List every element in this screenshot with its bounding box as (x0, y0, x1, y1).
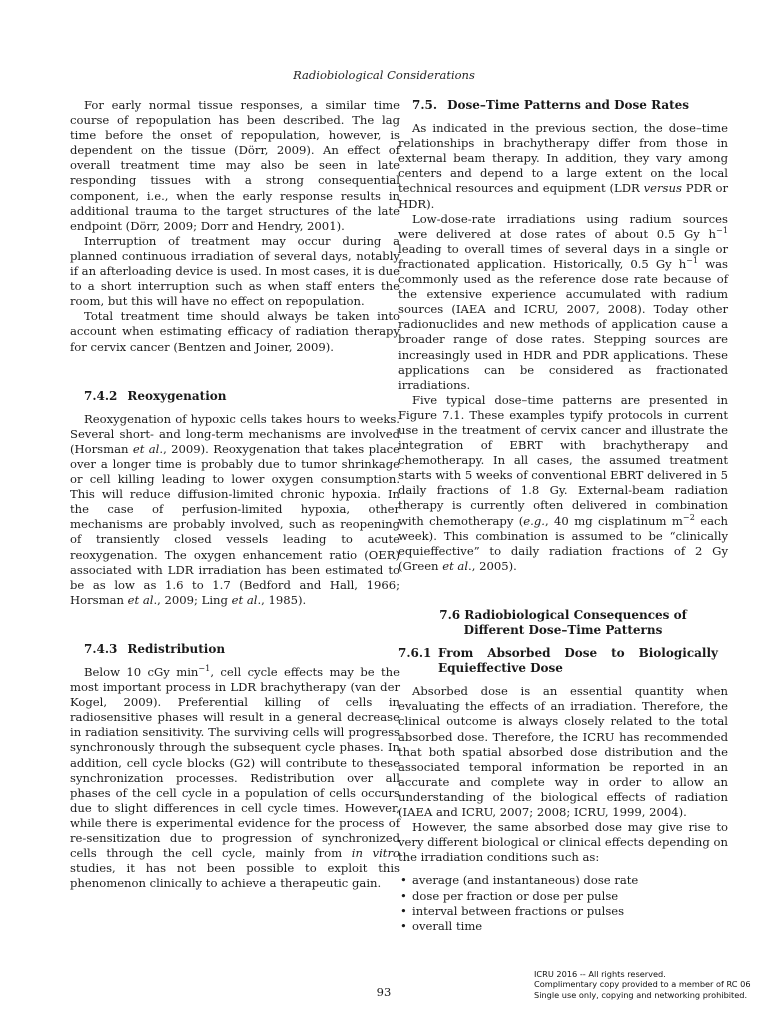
paragraph-text: However, the same absorbed dose may give rise to very different biological or clinical effects depending on the irradiation conditions such as: (398, 820, 728, 865)
section-title-line: 7.6 Radiobiological Consequences of (439, 607, 687, 622)
paragraph-text: Total treatment time should always be taken into account when estimating efficacy of radiation therapy for cervix cancer (Bentzen and Joiner, 2009). (70, 309, 400, 354)
copyright-notice (534, 969, 764, 1000)
paragraph-text: Interruption of treatment may occur during a planned continuous irradiation of several days, notably if an afterloading device is used. In most cases, it is due to a short interruption such as when staff enters the room, but this will have no effect on repopulation. (70, 233, 400, 309)
section-title: From Absorbed Dose to Biologically Equieffective Dose (438, 646, 718, 676)
section-heading-7-4-3 (70, 642, 400, 657)
paragraph-text: Reoxygenation of hypoxic cells takes hours to weeks. Several short- and long-term mechanisms are involved (Horsman (70, 411, 400, 456)
paragraph-text: studies, it has not been possible to exploit this phenomenon clinically to achieve a therapeutic gain. (70, 861, 400, 891)
italic-text: et al (127, 592, 154, 607)
italic-text: et al (132, 441, 160, 456)
section-title: Reoxygenation (127, 388, 227, 403)
paragraph-text: each week). This combination is assumed to be “clinically equieffective” to daily radiation fractions of 2 Gy (Green (398, 513, 729, 573)
section-number: 7.5. (412, 98, 438, 112)
superscript: −1 (716, 224, 728, 235)
italic-text: versus (643, 181, 682, 196)
list-item: • average (and instantaneous) dose rate (398, 873, 728, 888)
superscript: −1 (198, 663, 211, 674)
left-column (70, 98, 400, 891)
italic-text: et al (231, 592, 258, 607)
paragraph-text: ., 2005). (468, 558, 517, 573)
paragraph (398, 393, 728, 574)
paragraph (398, 684, 728, 820)
paragraph-text: ., 2009). Reoxygenation that takes place over a longer time is probably due to tumor shrinkage or cell killing leading to lower oxygen consumption. This will reduce diffusion-limited chronic hypoxia. In the case of perfusion-limited hypoxia, other mechanisms are probably involved, such as reopening of transiently closed vessels leading to acute reoxygenation. The oxygen enhancement ratio (OER) associated with LDR irradiation has been estimated to be as low as 1.6 to 1.7 (Bedford and Hall, 1966; Horsman (70, 441, 400, 607)
paragraph-text: , 40 mg cisplatinum m (544, 513, 683, 528)
section-title: Redistribution (127, 641, 226, 656)
paragraph (398, 212, 728, 393)
paragraph-text: leading to overall times of several days in a single or fractionated application. Historically, 0.5 Gy h (398, 241, 728, 271)
copyright-line: Complimentary copy provided to a member of RC 06 (534, 979, 751, 990)
paragraph-text: ., 2009; Ling (153, 592, 232, 607)
paragraph (70, 98, 400, 234)
paragraph-text: was commonly used as the reference dose rate because of the extensive experience accumulated with radium sources (IAEA and ICRU, 2007, 2008). Today other radionuclides and new methods of application cause a broader range of dose rates. Stepping sources are increasingly used in HDR and PDR applications. These applications can be considered as fractionated irradiations. (398, 256, 728, 392)
paragraph (70, 234, 400, 309)
superscript: −2 (682, 511, 695, 522)
list-item: • overall time (398, 919, 728, 934)
paragraph-text: As indicated in the previous section, the dose–time relationships in brachytherapy differ from those in external beam therapy. In addition, they vary among centers and depend to a large extent on the local technical resources and equipment (LDR (398, 121, 728, 196)
section-heading-7-4-2 (70, 389, 400, 404)
paragraph (70, 412, 400, 608)
right-column (398, 98, 728, 934)
paragraph-text: PDR or HDR). (398, 181, 728, 211)
page-number: 93 (376, 985, 392, 999)
paragraph (398, 820, 728, 865)
paragraph-text: For early normal tissue responses, a similar time course of repopulation has been described. The lag time before the onset of repopulation, however, is dependent on the tissue (Dörr, 2009). An effect of overall treatment time may also be seen in late responding tissues with a strong consequential component, i.e., when the early response results in additional trauma to the target structures of the late endpoint (Dörr, 2009; Dorr and Hendry, 2001). (70, 98, 400, 233)
list-item: • interval between fractions or pulses (398, 904, 728, 919)
section-number: 7.4.3 (84, 641, 118, 656)
paragraph-text: , cell cycle effects may be the most important process in LDR brachytherapy (van der Kogel, 2009). Preferential killing of cells in radiosensitive phases will result in a general decrease in radiation sensitivity. The surviving cells will progress synchronously through the subsequent cycle phases. In addition, cell cycle blocks (G2) will contribute to these synchronization processes. Redistribution over all phases of the cell cycle in a population of cells occurs due to slight differences in cell cycle times. However, while there is experimental evidence for the process of re-sensitization due to progression of synchronized cells through the cell cycle, mainly from (70, 665, 400, 861)
italic-text: in vitro (351, 846, 400, 861)
paragraph-text: Absorbed dose is an essential quantity when evaluating the effects of an irradiation. Therefore, the clinical outcome is always closely related to the total absorbed dose. Therefore, the ICRU has recommended that both spatial absorbed dose distribution and the associated temporal information be reported in an accurate and complete way in order to allow an understanding of the biological effects of radiation (IAEA and ICRU, 2007; 2008; ICRU, 1999, 2004). (398, 684, 728, 820)
italic-text: et al (442, 558, 469, 573)
paragraph (70, 309, 400, 354)
copyright-line: ICRU 2016 -- All rights reserved. (534, 969, 666, 979)
running-head: Radiobiological Considerations (293, 68, 475, 82)
list-item: • dose per fraction or dose per pulse (398, 889, 728, 904)
section-heading-7-6 (398, 608, 728, 638)
section-title: Dose–Time Patterns and Dose Rates (447, 98, 690, 112)
section-heading-7-6-1 (398, 646, 728, 676)
copyright-line: Single use only, copying and networking prohibited. (534, 989, 748, 1000)
italic-text: e.g. (523, 513, 545, 528)
paragraph-text: Five typical dose–time patterns are presented in Figure 7.1. These examples typify protocols in current use in the treatment of cervix cancer and illustrate the integration of EBRT with brachytherapy and chemotherapy. In all cases, the assumed treatment starts with 5 weeks of conventional EBRT delivered in 5 daily fractions of 1.8 Gy. External-beam radiation therapy is currently often delivered in combination with chemotherapy ( (398, 392, 728, 528)
paragraph (398, 121, 728, 212)
paragraph-text: Low-dose-rate irradiations using radium sources were delivered at dose rates of about 0.5 Gy h (398, 211, 728, 241)
paragraph-text: ., 1985). (257, 592, 307, 607)
bullet-list (398, 873, 728, 933)
section-heading-7-5 (398, 98, 728, 113)
section-number: 7.4.2 (84, 388, 118, 403)
paragraph-text: Below 10 cGy min (84, 665, 199, 679)
superscript: −1 (686, 255, 699, 266)
section-title-line: Different Dose–Time Patterns (463, 623, 663, 637)
section-number: 7.6.1 (398, 646, 432, 661)
paragraph (70, 665, 400, 891)
